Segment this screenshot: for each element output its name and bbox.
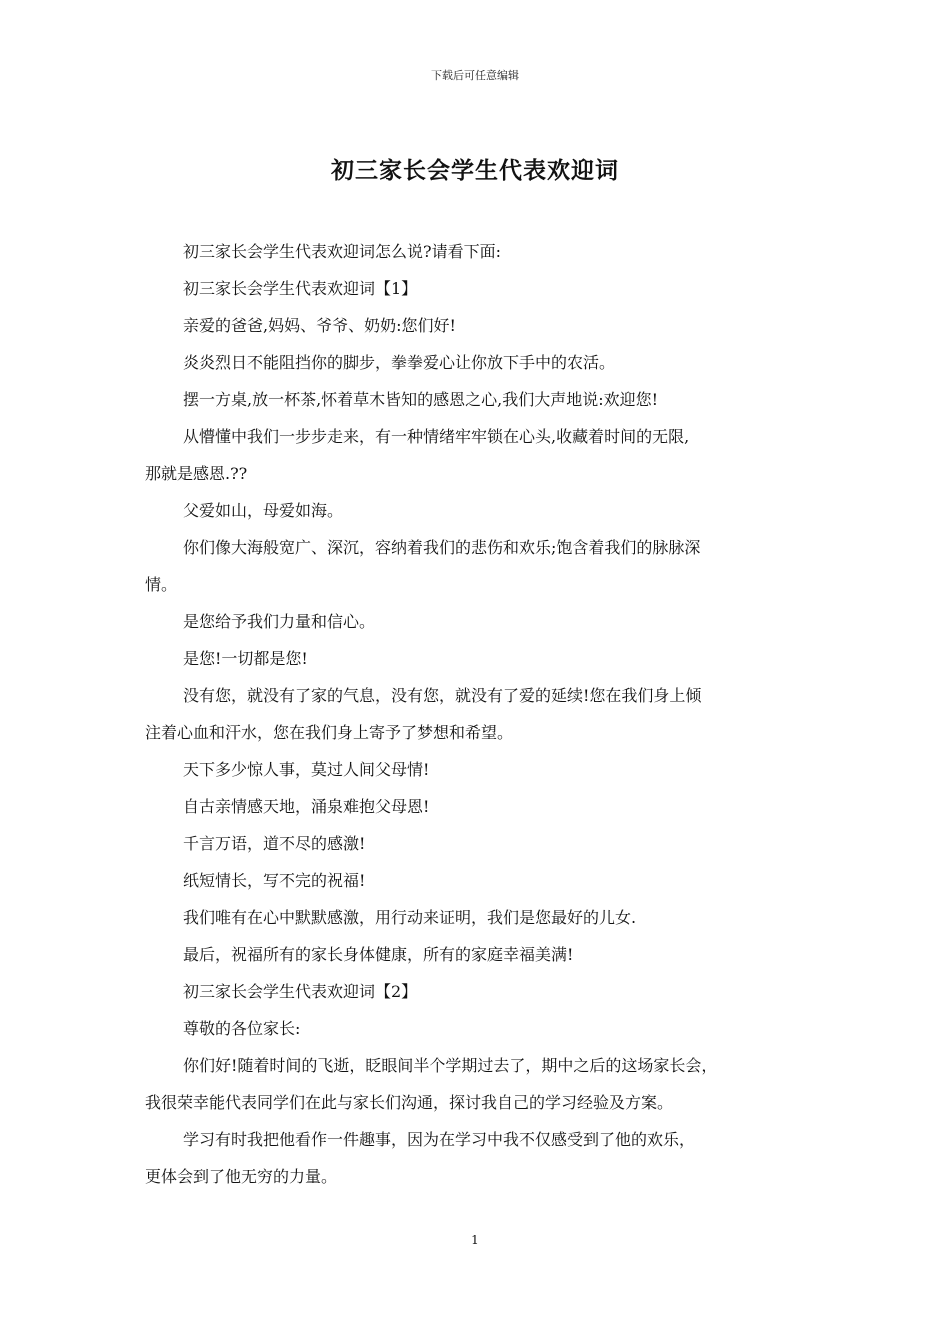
page-number: 1 — [471, 1233, 479, 1247]
paragraph: 初三家长会学生代表欢迎词怎么说?请看下面: — [183, 242, 501, 261]
page-header: 下载后可任意编辑 — [431, 69, 519, 82]
paragraph: 摆一方桌,放一杯茶,怀着草木皆知的感恩之心,我们大声地说:欢迎您! — [183, 390, 659, 409]
paragraph: 炎炎烈日不能阻挡你的脚步，拳拳爱心让你放下手中的农活。 — [183, 353, 616, 372]
paragraph-continuation: 注着心血和汗水，您在我们身上寄予了梦想和希望。 — [145, 723, 514, 742]
document-body — [145, 233, 805, 1195]
paragraph: 父爱如山，母爱如海。 — [183, 501, 344, 520]
paragraph: 尊敬的各位家长: — [183, 1019, 301, 1038]
paragraph: 亲爱的爸爸,妈妈、爷爷、奶奶:您们好! — [183, 316, 456, 335]
paragraph: 学习有时我把他看作一件趣事，因为在学习中我不仅感受到了他的欢乐， — [183, 1130, 696, 1149]
paragraph: 纸短情长，写不完的祝福! — [183, 871, 366, 890]
paragraph: 你们好!随着时间的飞逝，眨眼间半个学期过去了，期中之后的这场家长会， — [183, 1056, 718, 1075]
paragraph: 我们唯有在心中默默感激，用行动来证明，我们是您最好的儿女. — [183, 908, 637, 927]
paragraph: 从懵懂中我们一步步走来，有一种情绪牢牢锁在心头,收藏着时间的无限, — [183, 427, 690, 446]
section-heading-1: 初三家长会学生代表欢迎词【1】 — [183, 279, 418, 298]
paragraph: 千言万语，道不尽的感激! — [183, 834, 366, 853]
paragraph-continuation: 那就是感恩.?? — [145, 464, 248, 483]
paragraph: 最后，祝福所有的家长身体健康，所有的家庭幸福美满! — [183, 945, 574, 964]
document-title: 初三家长会学生代表欢迎词 — [331, 157, 619, 184]
section-heading-2: 初三家长会学生代表欢迎词【2】 — [183, 982, 418, 1001]
paragraph: 没有您，就没有了家的气息，没有您，就没有了爱的延续!您在我们身上倾 — [183, 686, 702, 705]
paragraph: 天下多少惊人事，莫过人间父母情! — [183, 760, 430, 779]
paragraph-continuation: 情。 — [145, 575, 178, 594]
paragraph: 你们像大海般宽广、深沉，容纳着我们的悲伤和欢乐;饱含着我们的脉脉深 — [183, 538, 701, 557]
paragraph: 是您!一切都是您! — [183, 649, 308, 668]
paragraph-continuation: 更体会到了他无穷的力量。 — [145, 1167, 338, 1186]
paragraph: 是您给予我们力量和信心。 — [183, 612, 376, 631]
paragraph-continuation: 我很荣幸能代表同学们在此与家长们沟通，探讨我自己的学习经验及方案。 — [145, 1093, 674, 1112]
paragraph: 自古亲情感天地，涌泉难抱父母恩! — [183, 797, 430, 816]
